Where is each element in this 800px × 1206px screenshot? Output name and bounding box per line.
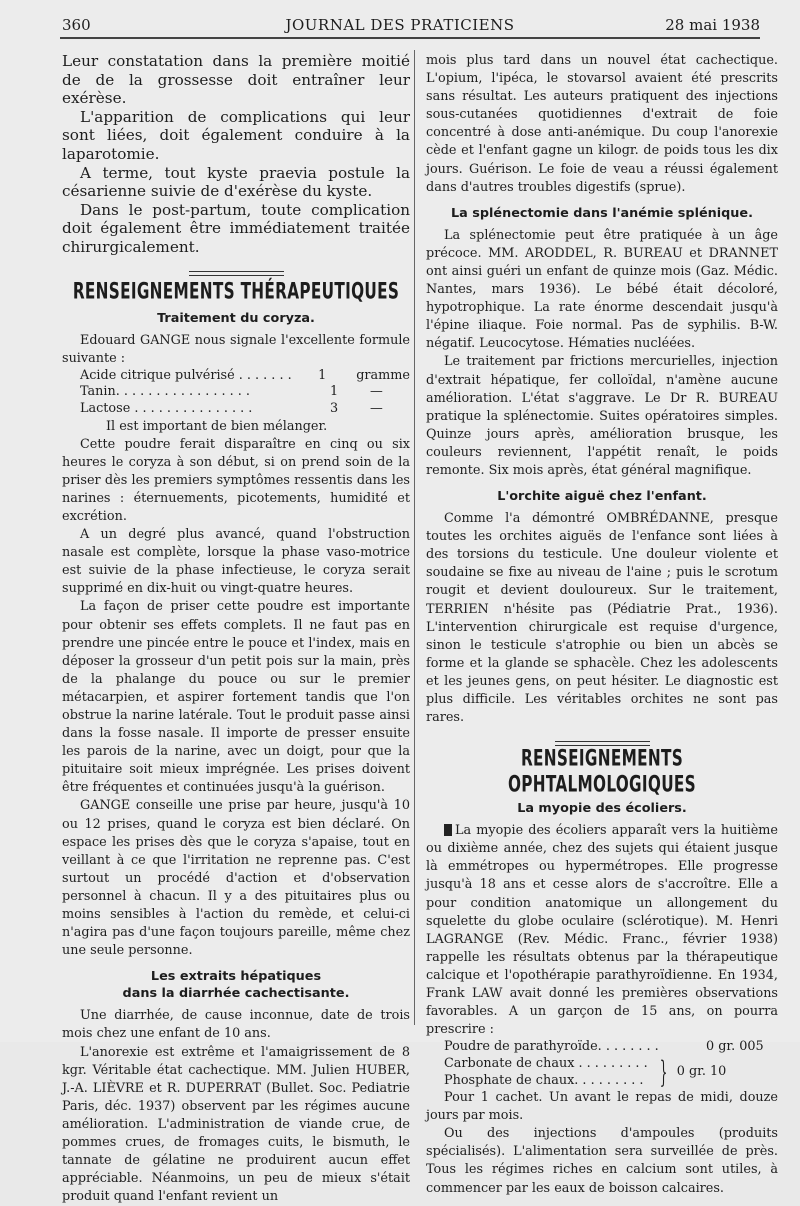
- article-title-splenectomie: La splénectomie dans l'anémie splénique.: [426, 205, 778, 222]
- paragraph: L'anorexie est extrême et l'amaigrissement de 8 kgr. Véritable état cachectique. MM. Julien HUBER, J.-A. LIÈVRE et R. DUPERRAT (Bullet. Soc. Pediatrie Paris, déc. 1937) observent par les régimes aucune amélioration. L'administration de viande crue, de pommes crues, de fromages cuits, le bismuth, le tannate de gélatine ne produirent aucun effet appréciable. Néanmoins, un peu de mieux s'était produit quand l'enfant revient un: [62, 1044, 410, 1206]
- section-title-ophtalmologiques: RENSEIGNEMENTS OPHTALMOLOGIQUES: [426, 746, 778, 798]
- paragraph: Ou des injections d'ampoules (produits spécialisés). L'alimentation sera surveillée de près. Tous les régimes riches en calcium sont utiles, à commencer par les eaux de boisson calcaires.: [426, 1125, 778, 1197]
- paragraph: Dans le post-partum, toute complication doit également être immédiatement traitée chirurgicalement.: [62, 201, 410, 257]
- issue-date: 28 mai 1938: [665, 16, 760, 34]
- recipe-line: Lactose . . . . . . . . . . . . . . . 3 —: [62, 401, 410, 418]
- paragraph: Il est important de bien mélanger.: [62, 418, 410, 436]
- column-divider: [414, 50, 415, 1025]
- recipe-myopie: [426, 1039, 778, 1089]
- recipe-brace-group: Carbonate de chaux . . . . . . . . . Phosphate de chaux. . . . . . . . . } 0 gr. 10: [426, 1056, 778, 1089]
- article-title-coryza: Traitement du coryza.: [62, 310, 410, 327]
- paragraph: A un degré plus avancé, quand l'obstruction nasale est complète, lorsque la phase vaso-motrice est suivie de la phase infectieuse, le coryza serait supprimé en dix-huit ou vingt-quatre heures.: [62, 526, 410, 598]
- section-rule: [189, 271, 284, 276]
- paragraph: Cette poudre ferait disparaître en cinq ou six heures le coryza à son début, si on prend soin de la priser dès les premiers symptômes ressentis dans les narines : éternuements, picotements, humidité et excrétion.: [62, 436, 410, 526]
- running-header: [0, 8, 800, 40]
- paragraph: La splénectomie peut être pratiquée à un âge précoce. MM. ARODDEL, R. BUREAU et DRANNET ont ainsi guéri un enfant de quinze mois (Gaz. Médic. Nantes, mars 1936). Le bébé était décoloré, hypotrophique. La rate énorme descendait jusqu'à l'épine iliaque. Foie normal. Pas de syphilis. B-W. négatif. Leucocytose. Hématies nucléées.: [426, 227, 778, 354]
- recipe-line: Tanin. . . . . . . . . . . . . . . . . 1 —: [62, 384, 410, 401]
- paragraph: Leur constatation dans la première moitié de de la grossesse doit entraîner leur exérèse.: [62, 52, 410, 108]
- paragraph: Une diarrhée, de cause inconnue, date de trois mois chez une enfant de 10 ans.: [62, 1007, 410, 1043]
- header-rule: [60, 37, 760, 39]
- paragraph: Pour 1 cachet. Un avant le repas de midi, douze jours par mois.: [426, 1089, 778, 1125]
- paragraph: Le traitement par frictions mercurielles, injection d'extrait hépatique, fer colloïdal, n'amène aucune amélioration. L'état s'aggrave. Le Dr R. BUREAU pratique la splénectomie. Suites opératoires simples. Quinze jours après, amélioration brusque, les couleurs reviennent, l'appétit renaît, le poids remonte. Six mois après, état général magnifique.: [426, 353, 778, 480]
- article-title-orchite: L'orchite aiguë chez l'enfant.: [426, 488, 778, 505]
- paragraph: La façon de priser cette poudre est importante pour obtenir ses effets complets. Il ne faut pas en prendre une pincée entre le pouce et l'index, mais en déposer la grosseur d'un petit pois sur la main, près de la phalange du pouce ou sur le premier métacarpien, et aspirer fortement tandis que l'on obstrue la narine latérale. Tout le produit passe ainsi dans la fosse nasale. Il importe de presser ensuite les parois de la narine, avec un doigt, pour que la pituitaire soit mieux imprégnée. Les prises doivent être fréquentes et continuées jusqu'à la guérison.: [62, 598, 410, 797]
- paragraph-mark-icon: [444, 824, 452, 836]
- recipe-coryza: [62, 368, 410, 418]
- paragraph: mois plus tard dans un nouvel état cachectique. L'opium, l'ipéca, le stovarsol avaient été prescrits sans résultat. Les auteurs pratiquent des injections sous-cutanées quotidiennes d'extrait de foie concentré à dose anti-anémique. Du coup l'anorexie cède et l'enfant gagne un kilogr. de poids tous les dix jours. Guérison. Le foie de veau a réussi également dans d'autres troubles digestifs (sprue).: [426, 52, 778, 197]
- paragraph: La myopie des écoliers apparaît vers la huitième ou dixième année, chez des sujets qui étaient jusque là emmétropes ou hypermétropes. Elle progresse jusqu'à 18 ans et cesse alors de s'accroître. Elle a pour condition anatomique un allongement du squelette du globe oculaire (sclérotique). M. Henri LAGRANGE (Rev. Médic. Franc., février 1938) rappelle les résultats obtenus par la thérapeutique calcique et l'opothérapie parathyroïdienne. En 1934, Frank LAW avait donné les premières observations favorables. A un garçon de 15 ans, on pourra prescrire :: [426, 822, 778, 1039]
- article-title-myopie: La myopie des écoliers.: [426, 800, 778, 817]
- paragraph: A terme, tout kyste praevia postule la césarienne suivie de d'exérèse du kyste.: [62, 164, 410, 201]
- paragraph: GANGE conseille une prise par heure, jusqu'à 10 ou 12 prises, quand le coryza est bien déclaré. On espace les prises dès que le coryza s'apaise, tout en veillant à ce que l'irritation ne reprenne pas. C'est surtout un procédé d'action et d'observation personnel à chacun. Il y a des pituitaires plus ou moins sensibles à l'action du remède, et celui-ci n'agira pas d'une façon toujours pareille, même chez une seule personne.: [62, 797, 410, 960]
- left-column: [62, 52, 410, 1032]
- journal-title: JOURNAL DES PRATICIENS: [0, 16, 800, 34]
- brace-icon: }: [659, 1058, 667, 1088]
- right-column: [426, 52, 778, 1032]
- article-title-extraits: Les extraits hépatiques dans la diarrhée cachectisante.: [62, 968, 410, 1002]
- paragraph: Comme l'a démontré OMBRÉDANNE, presque toutes les orchites aiguës de l'enfance sont liées à des torsions du testicule. Une douleur violente et soudaine se fixe au niveau de l'aine ; puis le scrotum rougit et devient douloureux. Sur le traitement, TERRIEN n'hésite pas (Pédiatrie Prat., 1936). L'intervention chirurgicale est requise d'urgence, sinon le testicule s'atrophie ou bien un abcès se forme et la glande se sphacèle. Chez les adolescents et les jeunes gens, on peut hésiter. Le diagnostic est plus difficile. Les véritables orchites ne sont pas rares.: [426, 510, 778, 727]
- paragraph: Edouard GANGE nous signale l'excellente formule suivante :: [62, 332, 410, 368]
- recipe-line: Acide citrique pulvérisé . . . . . . . 1 gramme: [62, 368, 410, 385]
- page-number: 360: [62, 16, 91, 34]
- recipe-line: Poudre de parathyroïde. . . . . . . . 0 gr. 005: [426, 1039, 778, 1056]
- paragraph: L'apparition de complications qui leur sont liées, doit également conduire à la laparotomie.: [62, 108, 410, 164]
- section-title-therapeutiques: RENSEIGNEMENTS THÉRAPEUTIQUES: [62, 279, 410, 305]
- intro-block: [62, 52, 410, 257]
